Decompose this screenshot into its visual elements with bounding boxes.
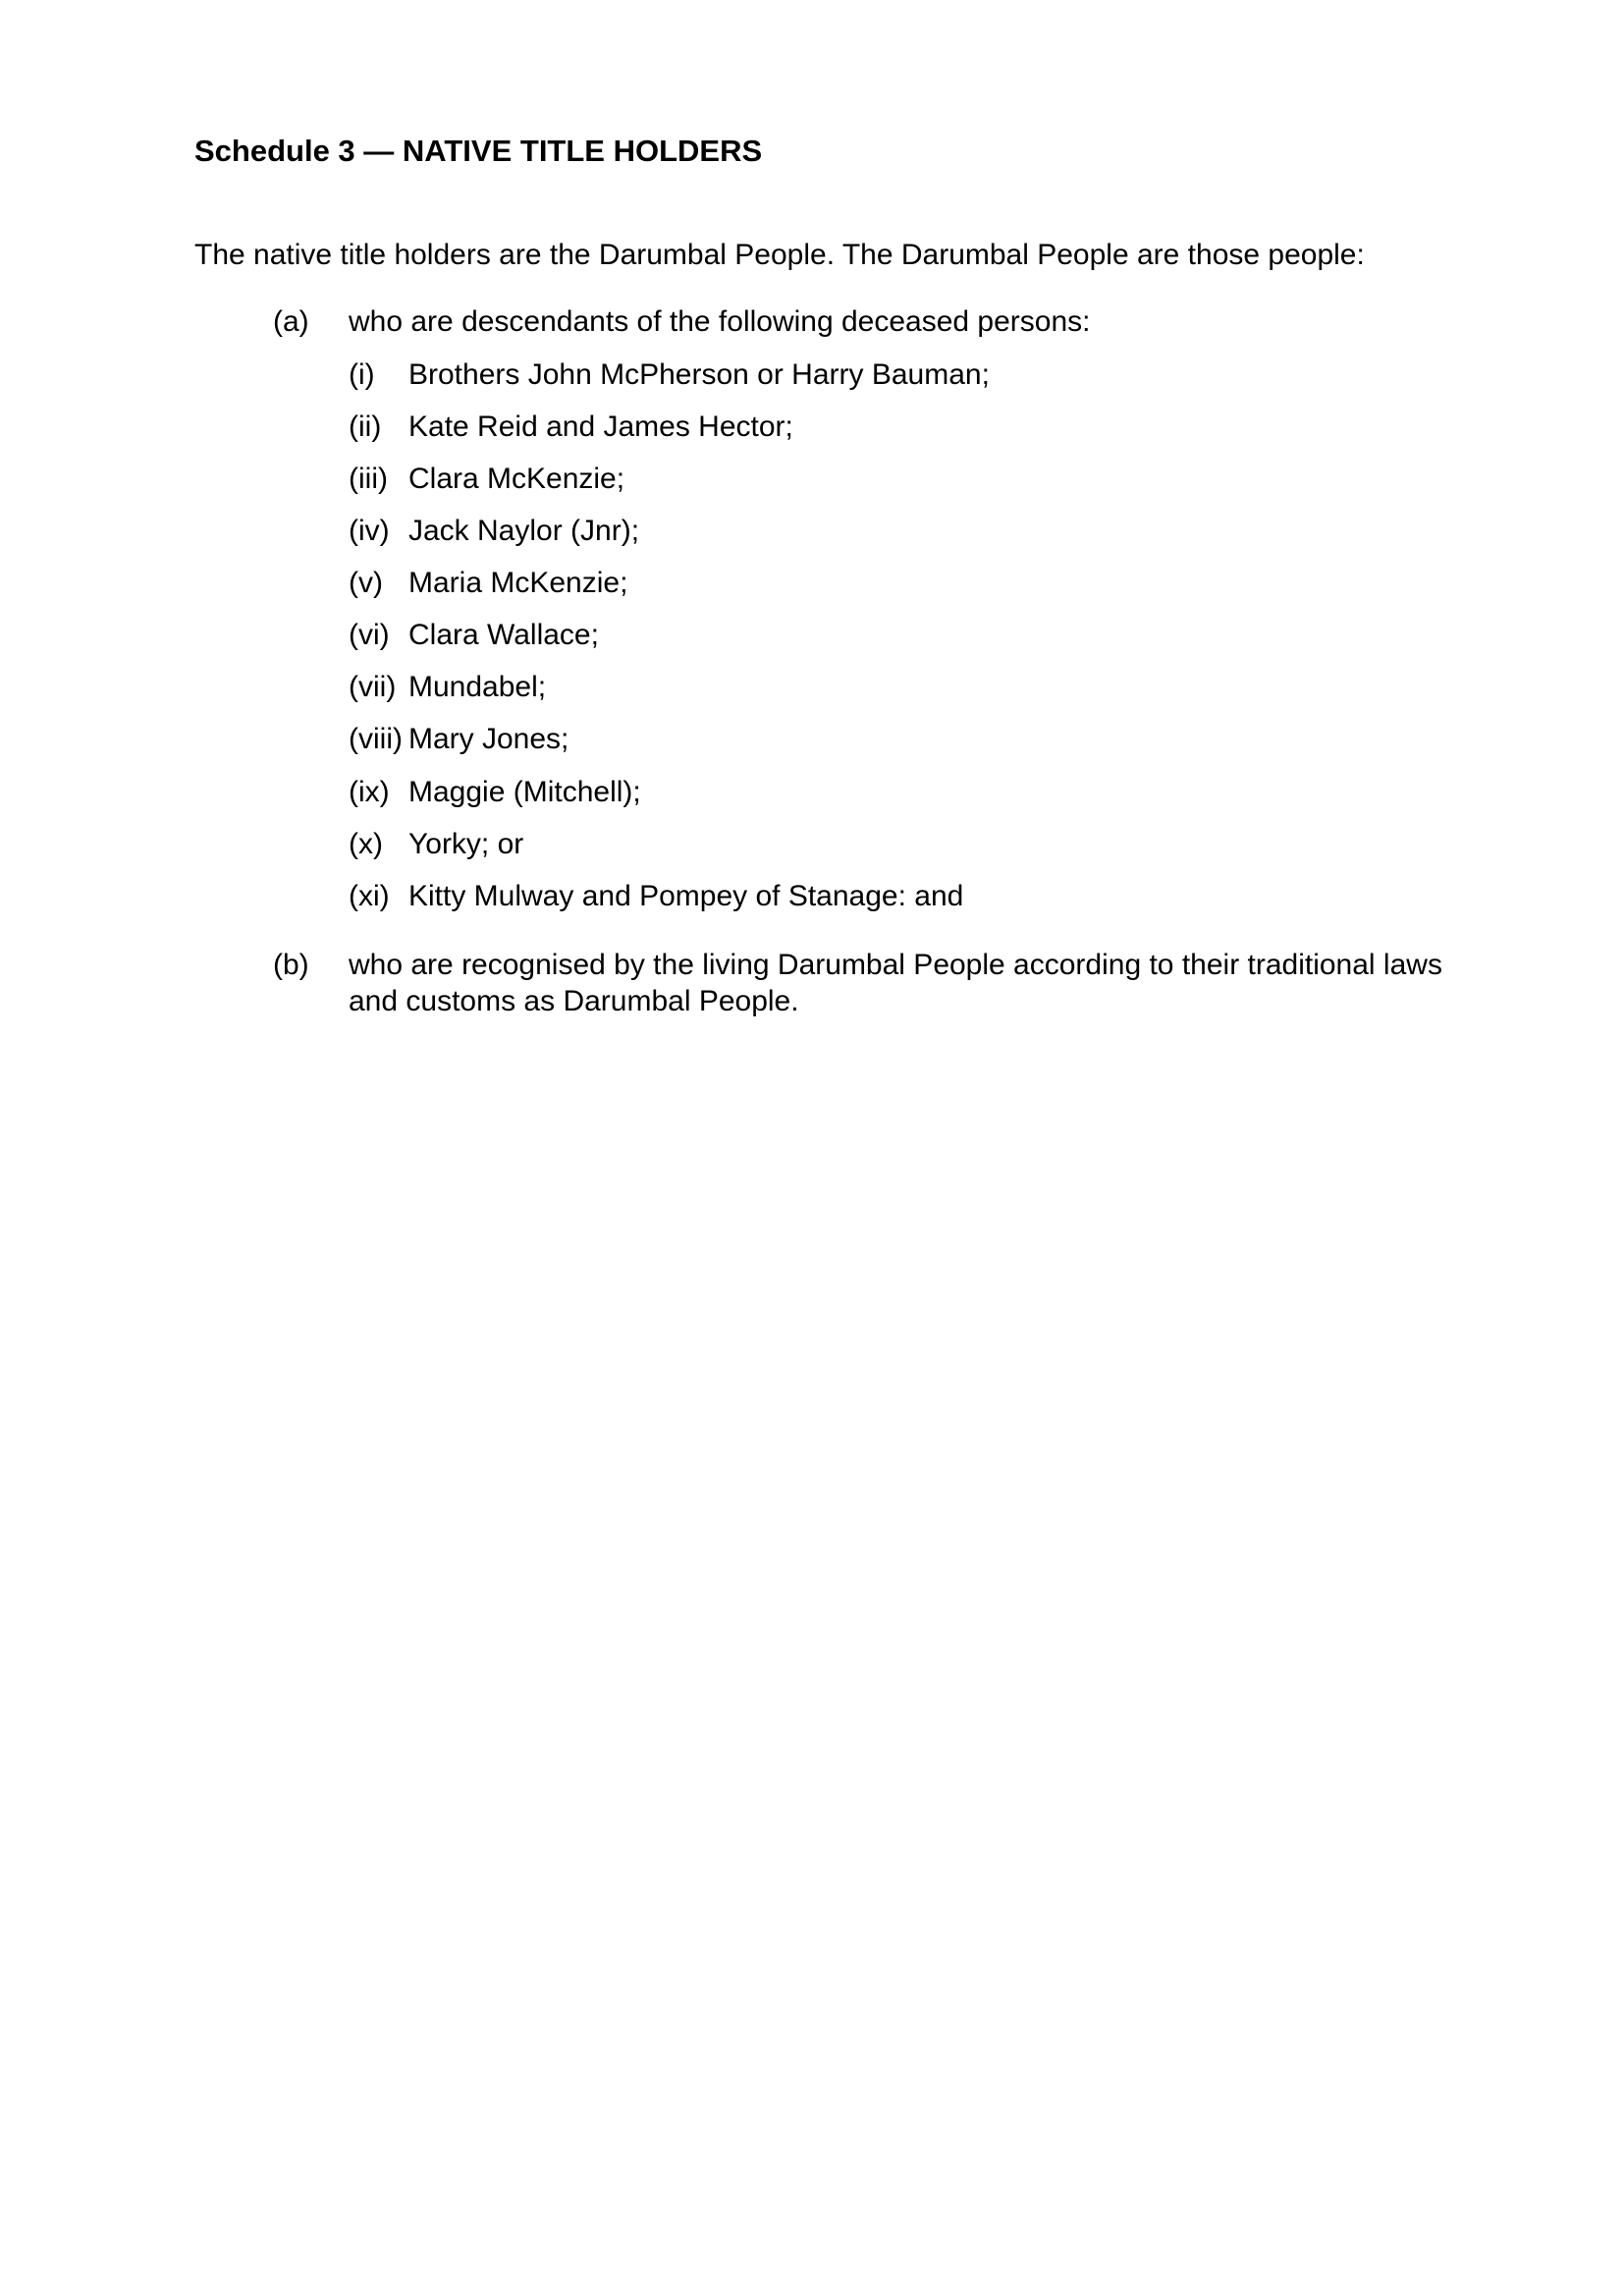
subitem-text: Maria McKenzie; [408,567,628,599]
item-a-text: who are descendants of the following deceased persons: [349,305,1091,338]
subitem-number: (x) [349,828,383,860]
schedule-heading: Schedule 3 — NATIVE TITLE HOLDERS [194,134,763,168]
subitem-text: Clara McKenzie; [408,463,625,495]
subitem-text: Kate Reid and James Hector; [408,410,793,443]
item-a-label: (a) [273,305,309,338]
subitem-number: (ix) [349,776,390,808]
subitem-text: Mundabel; [408,671,547,703]
subitem-number: (ii) [349,410,382,443]
subitem-text: Clara Wallace; [408,619,599,651]
subitem-text: Brothers John McPherson or Harry Bauman; [408,358,990,391]
subitem-text: Jack Naylor (Jnr); [408,515,640,547]
subitem-number: (viii) [349,723,403,755]
subitem-text: Maggie (Mitchell); [408,776,641,808]
subitem-number: (v) [349,567,383,599]
intro-paragraph: The native title holders are the Darumbal People. The Darumbal People are those people: [194,239,1365,271]
item-b-label: (b) [273,949,309,981]
subitem-number: (iii) [349,463,388,495]
subitem-number: (xi) [349,880,390,912]
subitem-text: Mary Jones; [408,723,569,755]
subitem-number: (vi) [349,619,390,651]
subitem-number: (iv) [349,515,390,547]
subitem-number: (vii) [349,671,397,703]
subitem-number: (i) [349,358,375,391]
item-b-text: who are recognised by the living Darumbal People according to their traditional laws and customs as Darumbal People. [349,949,1442,1017]
subitem-text: Yorky; or [408,828,524,860]
subitem-text: Kitty Mulway and Pompey of Stanage: and [408,880,964,912]
